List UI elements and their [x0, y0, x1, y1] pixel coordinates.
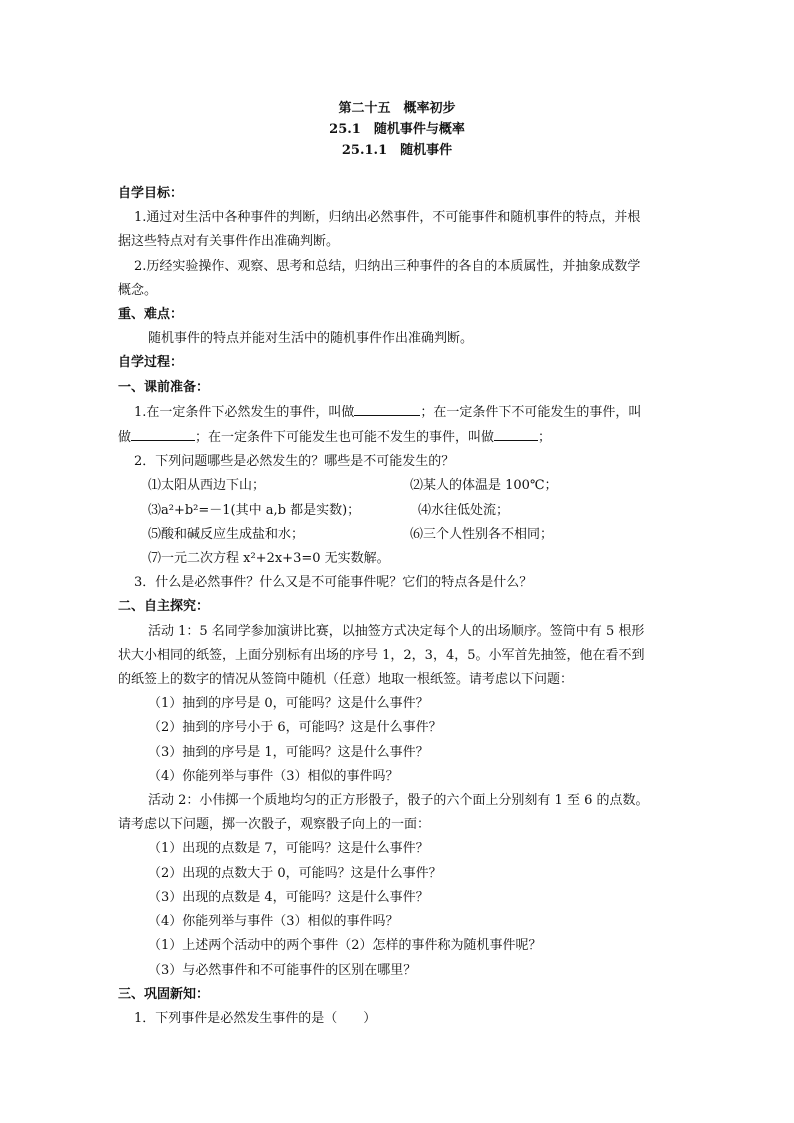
consolidate-question-1: 1．下列事件是必然发生事件的是（ ）: [134, 1010, 377, 1026]
title-block: [0, 98, 794, 161]
activity-2-line-a: 活动 2：小伟掷一个质地均匀的正方形骰子，骰子的六个面上分别刻有 1 至 6 的点数。: [148, 793, 649, 809]
document-body: [118, 182, 678, 1031]
activity-1-line-b: 状大小相同的纸签，上面分别标有出场的序号 1，2，3，4，5。小军首先抽签，他在看不到: [118, 647, 645, 663]
prep-question-2: 2．下列问题哪些是必然发生的？哪些是不可能发生的？: [134, 454, 455, 470]
prep-q2-item-7: ⑺一元二次方程 x²+2x+3=0 无实数解。: [148, 551, 390, 567]
prep-question-1-line-a: [118, 400, 678, 425]
fill-blank-1[interactable]: [354, 400, 420, 416]
activity-1-line-c: 的纸签上的数字的情况从签筒中随机（任意）地取一根纸签。请考虑以下问题：: [118, 672, 574, 688]
prep-question-1-line-b: [118, 425, 678, 450]
prep-question-3: 3．什么是必然事件？什么又是不可能事件呢？它们的特点各是什么？: [134, 575, 533, 591]
prep-heading: 一、课前准备：: [118, 379, 210, 395]
prep-q1-text-a: 1.在一定条件下必然发生的事件，叫做: [134, 404, 355, 420]
activity-1-question-2: （2）抽到的序号小于 6，可能吗？这是什么事件？: [148, 720, 442, 736]
activity-2-line-b: 请考虑以下问题，掷一次骰子，观察骰子向上的一面：: [118, 817, 431, 833]
consolidate-heading: 三、巩固新知：: [118, 986, 210, 1002]
prep-q2-item-3: ⑶a²+b²=－1(其中 a,b 都是实数)；: [148, 502, 361, 518]
activity-2-question-4: （4）你能列举与事件（3）相似的事件吗？: [148, 914, 399, 930]
prep-q2-item-6: ⑹三个人性别各不相同；: [410, 526, 554, 542]
prep-q2-item-4: ⑷水往低处流；: [418, 502, 510, 518]
keypoints-text: 随机事件的特点并能对生活中的随机事件作出准确判断。: [148, 331, 474, 347]
prep-q2-row-3: [118, 523, 678, 547]
prep-q2-row-1: [118, 474, 678, 498]
process-heading: 自学过程：: [118, 355, 184, 371]
objective-2-line-a: 2.历经实验操作、观察、思考和总结，归纳出三种事件的各自的本质属性，并抽象成数学: [134, 258, 641, 274]
prep-q2-item-1: ⑴太阳从西边下山；: [148, 478, 266, 494]
activity-2-question-3: （3）出现的点数是 4，可能吗？这是什么事件？: [148, 889, 429, 905]
activity-1-question-3: （3）抽到的序号是 1，可能吗？这是什么事件？: [148, 744, 429, 760]
subsection-title: 25.1.1 随机事件: [341, 143, 453, 158]
fill-blank-2[interactable]: [131, 425, 195, 441]
fill-blank-3[interactable]: [494, 425, 538, 441]
summary-question-2: （3）与必然事件和不可能事件的区别在哪里？: [148, 962, 417, 978]
activity-2-question-1: （1）出现的点数是 7，可能吗？这是什么事件？: [148, 841, 429, 857]
prep-q2-row-2: [118, 499, 678, 523]
prep-q1-text-c: 做: [118, 430, 132, 446]
objective-2-line-b: 概念。: [118, 282, 158, 298]
prep-q2-item-5: ⑸酸和碱反应生成盐和水；: [148, 526, 305, 542]
objective-1-line-b: 据这些特点对有关事件作出准确判断。: [118, 234, 340, 250]
activity-2-question-2: （2）出现的点数大于 0，可能吗？这是什么事件？: [148, 865, 442, 881]
objective-1-line-a: 1.通过对生活中各种事件的判断，归纳出必然事件，不可能事件和随机事件的特点，并根: [134, 210, 641, 226]
activity-1-question-1: （1）抽到的序号是 0，可能吗？这是什么事件？: [148, 696, 429, 712]
prep-q1-text-b: ；在一定条件下不可能发生的事件，叫: [420, 404, 642, 420]
summary-question-1: （1）上述两个活动中的两个事件（2）怎样的事件称为随机事件呢？: [148, 938, 542, 954]
keypoints-heading: 重、难点：: [118, 307, 184, 323]
objectives-heading: 自学目标：: [118, 186, 184, 201]
prep-q2-item-2: ⑵某人的体温是 100℃；: [410, 478, 558, 494]
activity-1-question-4: （4）你能列举与事件（3）相似的事件吗？: [148, 768, 399, 784]
prep-q1-text-d: ；在一定条件下可能发生也可能不发生的事件，叫做: [195, 430, 495, 446]
chapter-title: 第二十五 概率初步: [338, 101, 456, 116]
activity-1-line-a: 活动 1：5 名同学参加演讲比赛，以抽签方式决定每个人的出场顺序。签筒中有 5 根形: [148, 623, 645, 639]
prep-q1-text-e: ；: [538, 430, 552, 446]
section-title: 25.1 随机事件与概率: [329, 122, 465, 137]
explore-heading: 二、自主探究：: [118, 599, 210, 615]
